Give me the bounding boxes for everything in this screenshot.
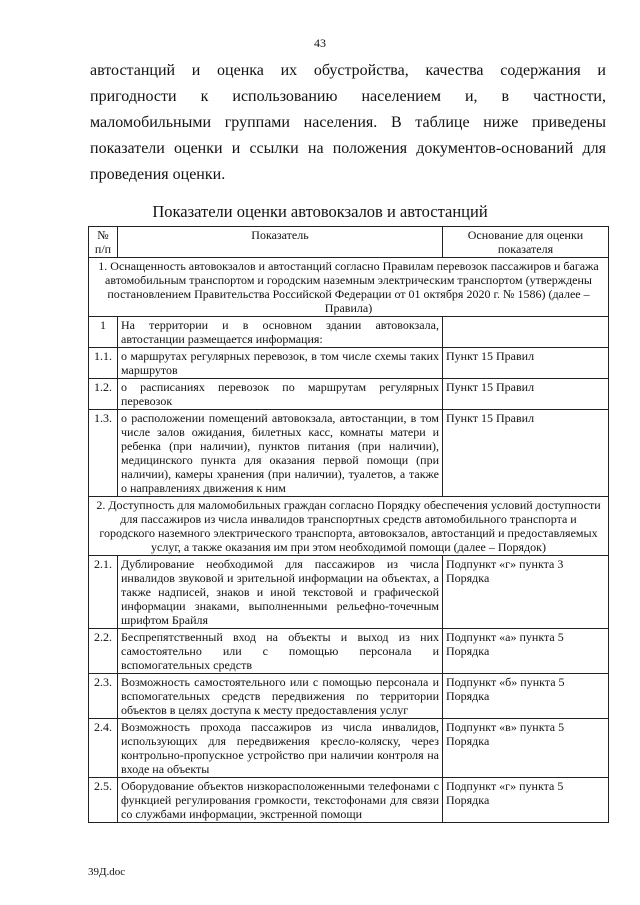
table-row (89, 629, 609, 674)
row-num: 2.2. (89, 629, 118, 674)
table-row (89, 719, 609, 778)
row-indicator: Возможность прохода пассажиров из числа инвалидов, использующих для передвижения кресло-коляску, через контрольно-пропускное устройство при наличии контроля на входе на объекты (118, 719, 443, 778)
table-row (89, 410, 609, 497)
table-header-row (89, 227, 609, 258)
section-2-title: 2. Доступность для маломобильных граждан согласно Порядку обеспечения условий доступности для пассажиров из числа инвалидов транспортных средств автомобильного транспорта и городского наземного электрического транспорта, автовокзалов, автостанций и предоставляемых услуг, а также оказания им при этом необходимой помощи (далее – Порядок) (89, 497, 609, 556)
table-row (89, 556, 609, 629)
file-name-footer: 39Д.doc (88, 866, 126, 878)
table-row (89, 348, 609, 379)
row-indicator: Дублирование необходимой для пассажиров из числа инвалидов звуковой и зрительной информации на объектах, а также надписей, знаков и иной текстовой и графической информации знаками, выполненными рельефно-точечным шрифтом Брайля (118, 556, 443, 629)
row-num: 1.1. (89, 348, 118, 379)
section-1-title: 1. Оснащенность автовокзалов и автостанций согласно Правилам перевозок пассажиров и багажа автомобильным транспортом и городским наземным электрическим транспортом (утверждены постановлением Правительства Российской Федерации от 01 октября 2020 г. № 1586) (далее – Правила) (89, 258, 609, 317)
row-indicator: о расписаниях перевозок по маршрутам регулярных перевозок (118, 379, 443, 410)
row-basis: Подпункт «б» пункта 5 Порядка (443, 674, 609, 719)
row-indicator: о расположении помещений автовокзала, автостанции, в том числе залов ожидания, билетных касс, комнаты матери и ребенка (при наличии), пунктов питания (при наличии), медицинского пункта для оказания первой помощи (при наличии), камеры хранения (при наличии), туалетов, а также о направлениях движения к ним (118, 410, 443, 497)
row-num: 1.2. (89, 379, 118, 410)
table-row (89, 778, 609, 823)
row-num: 2.1. (89, 556, 118, 629)
row-num: 2.5. (89, 778, 118, 823)
row-basis: Подпункт «а» пункта 5 Порядка (443, 629, 609, 674)
row-num: 1.3. (89, 410, 118, 497)
header-num: № п/п (89, 227, 118, 258)
row-num: 2.3. (89, 674, 118, 719)
indicators-table (88, 226, 609, 823)
row-indicator: На территории и в основном здании автовокзала, автостанции размещается информация: (118, 317, 443, 348)
row-indicator: Беспрепятственный вход на объекты и выход из них самостоятельно или с помощью персонала и вспомогательных средств (118, 629, 443, 674)
row-basis (443, 317, 609, 348)
page-number: 43 (314, 36, 326, 50)
row-basis: Пункт 15 Правил (443, 410, 609, 497)
table-row (89, 317, 609, 348)
row-num: 1 (89, 317, 118, 348)
row-basis: Подпункт «г» пункта 3 Порядка (443, 556, 609, 629)
header-indicator: Показатель (118, 227, 443, 258)
row-basis: Пункт 15 Правил (443, 379, 609, 410)
section-row (89, 258, 609, 317)
row-indicator: о маршрутах регулярных перевозок, в том числе схемы таких маршрутов (118, 348, 443, 379)
row-indicator: Оборудование объектов низкорасположенными телефонами с функцией регулирования громкости, текстофонами для связи со службами информации, экстренной помощи (118, 778, 443, 823)
row-basis: Пункт 15 Правил (443, 348, 609, 379)
section-row (89, 497, 609, 556)
table-row (89, 379, 609, 410)
row-basis: Подпункт «г» пункта 5 Порядка (443, 778, 609, 823)
row-num: 2.4. (89, 719, 118, 778)
row-indicator: Возможность самостоятельного или с помощью персонала и вспомогательных средств передвижения по территории объектов в целях доступа к месту предоставления услуг (118, 674, 443, 719)
header-basis: Основание для оценки показателя (443, 227, 609, 258)
table-title: Показатели оценки автовокзалов и автостанций (152, 202, 488, 221)
intro-paragraph: автостанций и оценка их обустройства, качества содержания и пригодности к использованию населением и, в частности, маломобильными группами населения. В таблице ниже приведены показатели оценки и ссылки на положения документов-оснований для проведения оценки. (90, 62, 606, 183)
row-basis: Подпункт «в» пункта 5 Порядка (443, 719, 609, 778)
table-row (89, 674, 609, 719)
